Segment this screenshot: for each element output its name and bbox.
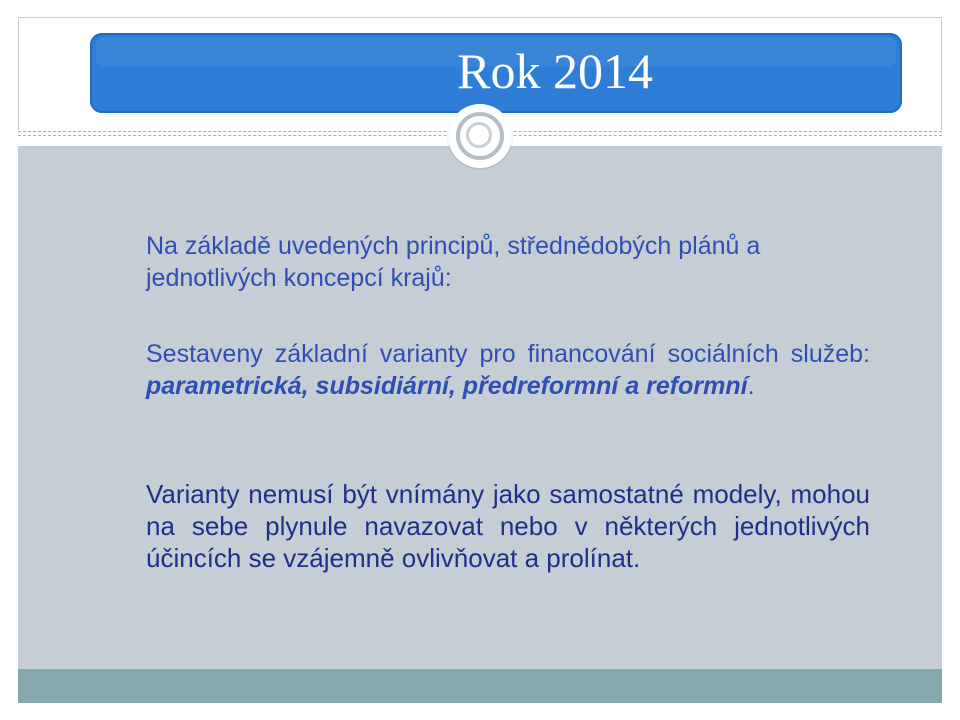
- paragraph-intro: Na základě uvedených principů, střednědobých plánů a jednotlivých koncepcí krajů:: [146, 232, 761, 292]
- ring-ornament-core: [466, 122, 492, 148]
- paragraph-variants-emphasis: parametrická, subsidiární, předreformní a reformní: [146, 372, 748, 400]
- paragraph-variants: [146, 338, 870, 402]
- footer-strip: [18, 669, 942, 703]
- content-panel: [18, 146, 942, 669]
- paragraph-relationship: Varianty nemusí být vnímány jako samostatné modely, mohou na sebe plynule navazovat nebo v některých jednotlivých účincích se vzájemně ovlivňovat a prolínat.: [146, 479, 870, 573]
- paragraph-variants-end: .: [747, 372, 755, 400]
- paragraph-variants-lead: Sestaveny základní varianty pro financování sociálních služeb:: [146, 340, 870, 368]
- slide-title: Rok 2014: [457, 43, 653, 99]
